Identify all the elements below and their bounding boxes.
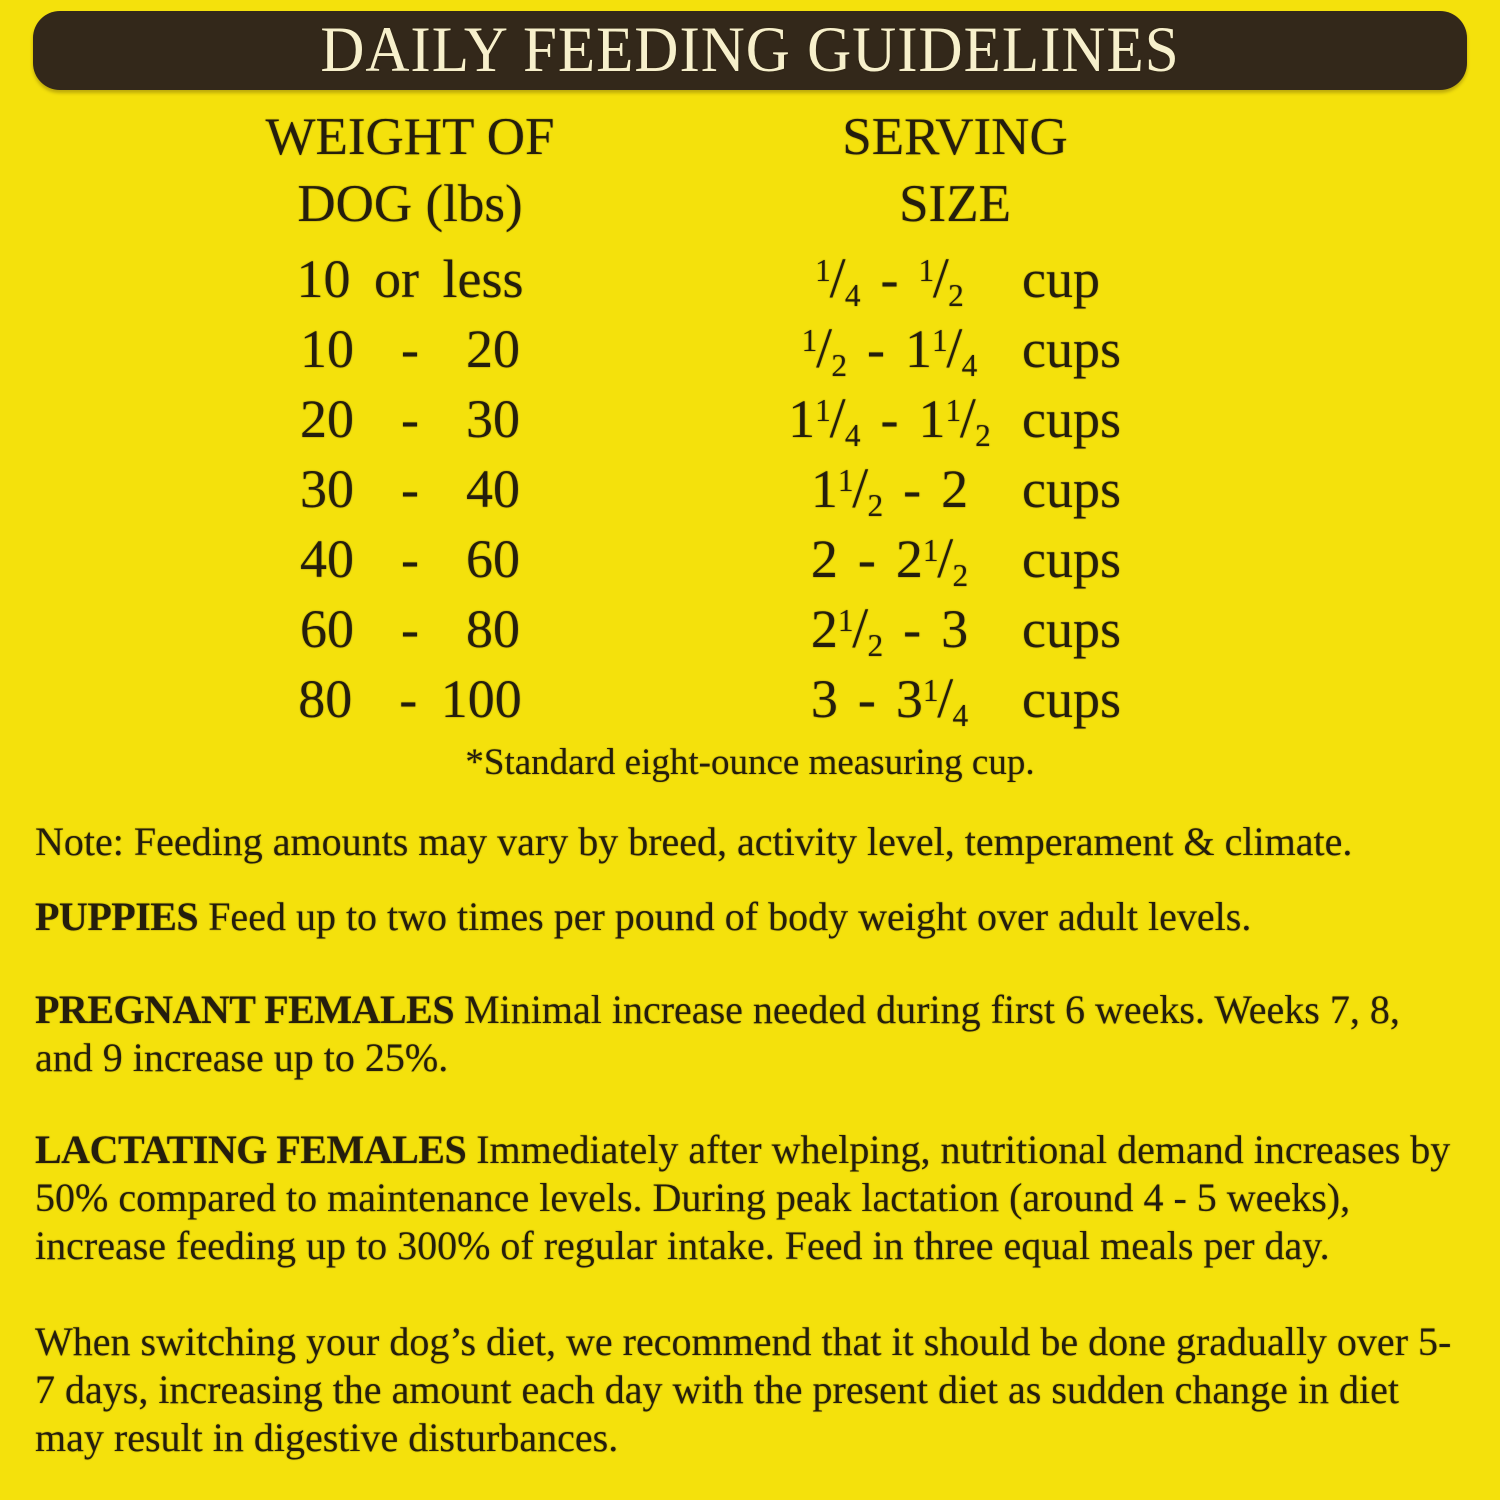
table-row [0, 244, 1500, 314]
serving-unit: cups [1022, 669, 1121, 729]
fraction-slash: / [946, 317, 963, 380]
serving-unit: cups [1022, 319, 1121, 379]
serving-amount [941, 599, 968, 659]
range-dash: - [857, 669, 876, 729]
weight-header-line1: WEIGHT OF [265, 108, 555, 166]
fraction-denominator: 4 [844, 278, 861, 314]
fraction-denominator: 4 [961, 348, 978, 384]
fraction-slash: / [959, 387, 976, 450]
serving-value [762, 244, 1017, 322]
fraction-denominator: 2 [948, 278, 964, 314]
serving-value [762, 454, 1017, 532]
fraction-numerator: 1 [815, 252, 831, 288]
fraction-numerator: 1 [837, 602, 854, 638]
table-row [0, 524, 1500, 594]
range-dash: - [857, 529, 876, 589]
serving-amount [895, 667, 969, 734]
serving-amount [788, 387, 861, 454]
whole-number: 1 [788, 389, 816, 449]
fraction-slash: / [829, 387, 846, 450]
fraction-denominator: 2 [952, 558, 969, 594]
note-paragraph [35, 818, 1462, 866]
serving-amount [801, 317, 847, 384]
weight-column-header [250, 104, 570, 238]
diet-switch-paragraph [35, 1318, 1462, 1462]
range-dash: - [880, 389, 899, 449]
serving-unit: cups [1022, 459, 1121, 519]
serving-amount [810, 597, 884, 664]
fraction-slash: / [937, 527, 954, 590]
serving-value [762, 524, 1017, 602]
range-dash: - [903, 599, 922, 659]
whole-number: 2 [895, 529, 923, 589]
fraction-slash: / [852, 597, 869, 660]
weight-header-line2: DOG (lbs) [297, 175, 523, 233]
whole-number: 1 [810, 459, 838, 519]
fraction-numerator: 1 [918, 252, 935, 288]
fraction-denominator: 4 [844, 418, 861, 454]
paragraph-text: When switching your dog’s diet, we recommend that it should be done gradually over 5-7 days, increasing the amount each day with the present diet as sudden change in diet may result in digestive disturbances. [35, 1319, 1452, 1460]
page-title: DAILY FEEDING GUIDELINES [320, 14, 1180, 86]
weight-value: 10 or less [296, 249, 524, 309]
serving-amount [810, 457, 884, 524]
fraction-slash: / [829, 247, 846, 310]
fraction-numerator: 1 [815, 392, 831, 428]
table-row [0, 314, 1500, 384]
fraction-denominator: 2 [975, 418, 991, 454]
fraction-slash: / [852, 457, 869, 520]
weight-value: 60 - 80 [300, 599, 520, 659]
fraction-numerator: 1 [801, 322, 818, 358]
serving-value [762, 594, 1017, 672]
whole-number: 3 [895, 669, 923, 729]
weight-value: 80 - 100 [298, 669, 522, 729]
paragraph-lead: PUPPIES [35, 894, 199, 939]
serving-value [762, 314, 1017, 392]
serving-header-line1: SERVING [842, 108, 1068, 166]
serving-amount [941, 459, 968, 519]
fraction-denominator: 2 [831, 348, 847, 384]
serving-header-line2: SIZE [899, 175, 1011, 233]
serving-column-header [770, 104, 1140, 238]
paragraph-text: Feed up to two times per pound of body weight over adult levels. [198, 894, 1252, 939]
range-dash: - [880, 249, 899, 309]
fraction-numerator: 1 [837, 462, 854, 498]
table-row [0, 664, 1500, 734]
weight-value: 40 - 60 [300, 529, 520, 589]
range-dash: - [903, 459, 922, 519]
weight-value: 20 - 30 [300, 389, 520, 449]
range-dash: - [867, 319, 885, 379]
serving-amount [811, 669, 838, 729]
serving-amount [918, 387, 991, 454]
fraction-slash: / [816, 317, 832, 380]
paragraph-lead: PREGNANT FEMALES [35, 987, 455, 1032]
fraction-numerator: 1 [931, 322, 948, 358]
table-row [0, 384, 1500, 454]
serving-unit: cups [1022, 389, 1121, 449]
serving-value [762, 384, 1017, 462]
serving-amount [811, 529, 838, 589]
serving-amount [904, 317, 978, 384]
serving-amount [918, 247, 964, 314]
whole-number: 1 [918, 389, 946, 449]
table-row [0, 454, 1500, 524]
serving-unit: cups [1022, 599, 1121, 659]
paragraph-text: Note: Feeding amounts may vary by breed, activity level, temperament & climate. [35, 819, 1353, 864]
fraction-numerator: 1 [922, 532, 939, 568]
paragraph-text: Immediately after whelping, nutritional demand increases by 50% compared to maintenance levels. During peak lactation (around 4 - 5 weeks), increase feeding up to 300% of regular intake. Feed in three equal meals per day. [35, 1127, 1451, 1268]
puppies-paragraph [35, 893, 1462, 941]
fraction-slash: / [932, 247, 949, 310]
feeding-table [0, 244, 1500, 734]
title-bar [33, 11, 1467, 90]
table-footnote: *Standard eight-ounce measuring cup. [465, 742, 1035, 783]
whole-number: 1 [904, 319, 932, 379]
whole-number: 3 [810, 669, 838, 729]
fraction-numerator: 1 [922, 672, 939, 708]
fraction-denominator: 4 [952, 698, 969, 734]
fraction-slash: / [937, 667, 954, 730]
weight-value: 10 - 20 [300, 319, 520, 379]
table-row [0, 594, 1500, 664]
paragraph-text: Minimal increase needed during first 6 weeks. Weeks 7, 8, and 9 increase up to 25%. [35, 987, 1400, 1080]
serving-amount [815, 247, 861, 314]
lactating-females-paragraph [35, 1126, 1462, 1270]
weight-value: 30 - 40 [300, 459, 520, 519]
paragraph-lead: LACTATING FEMALES [35, 1127, 467, 1172]
whole-number: 2 [810, 529, 838, 589]
serving-value [762, 664, 1017, 742]
fraction-numerator: 1 [945, 392, 962, 428]
fraction-denominator: 2 [867, 488, 884, 524]
whole-number: 2 [941, 459, 969, 519]
serving-unit: cups [1022, 529, 1121, 589]
whole-number: 3 [941, 599, 969, 659]
pregnant-females-paragraph [35, 986, 1462, 1082]
fraction-denominator: 2 [867, 628, 884, 664]
serving-amount [895, 527, 969, 594]
whole-number: 2 [810, 599, 838, 659]
serving-unit: cup [1022, 249, 1100, 309]
